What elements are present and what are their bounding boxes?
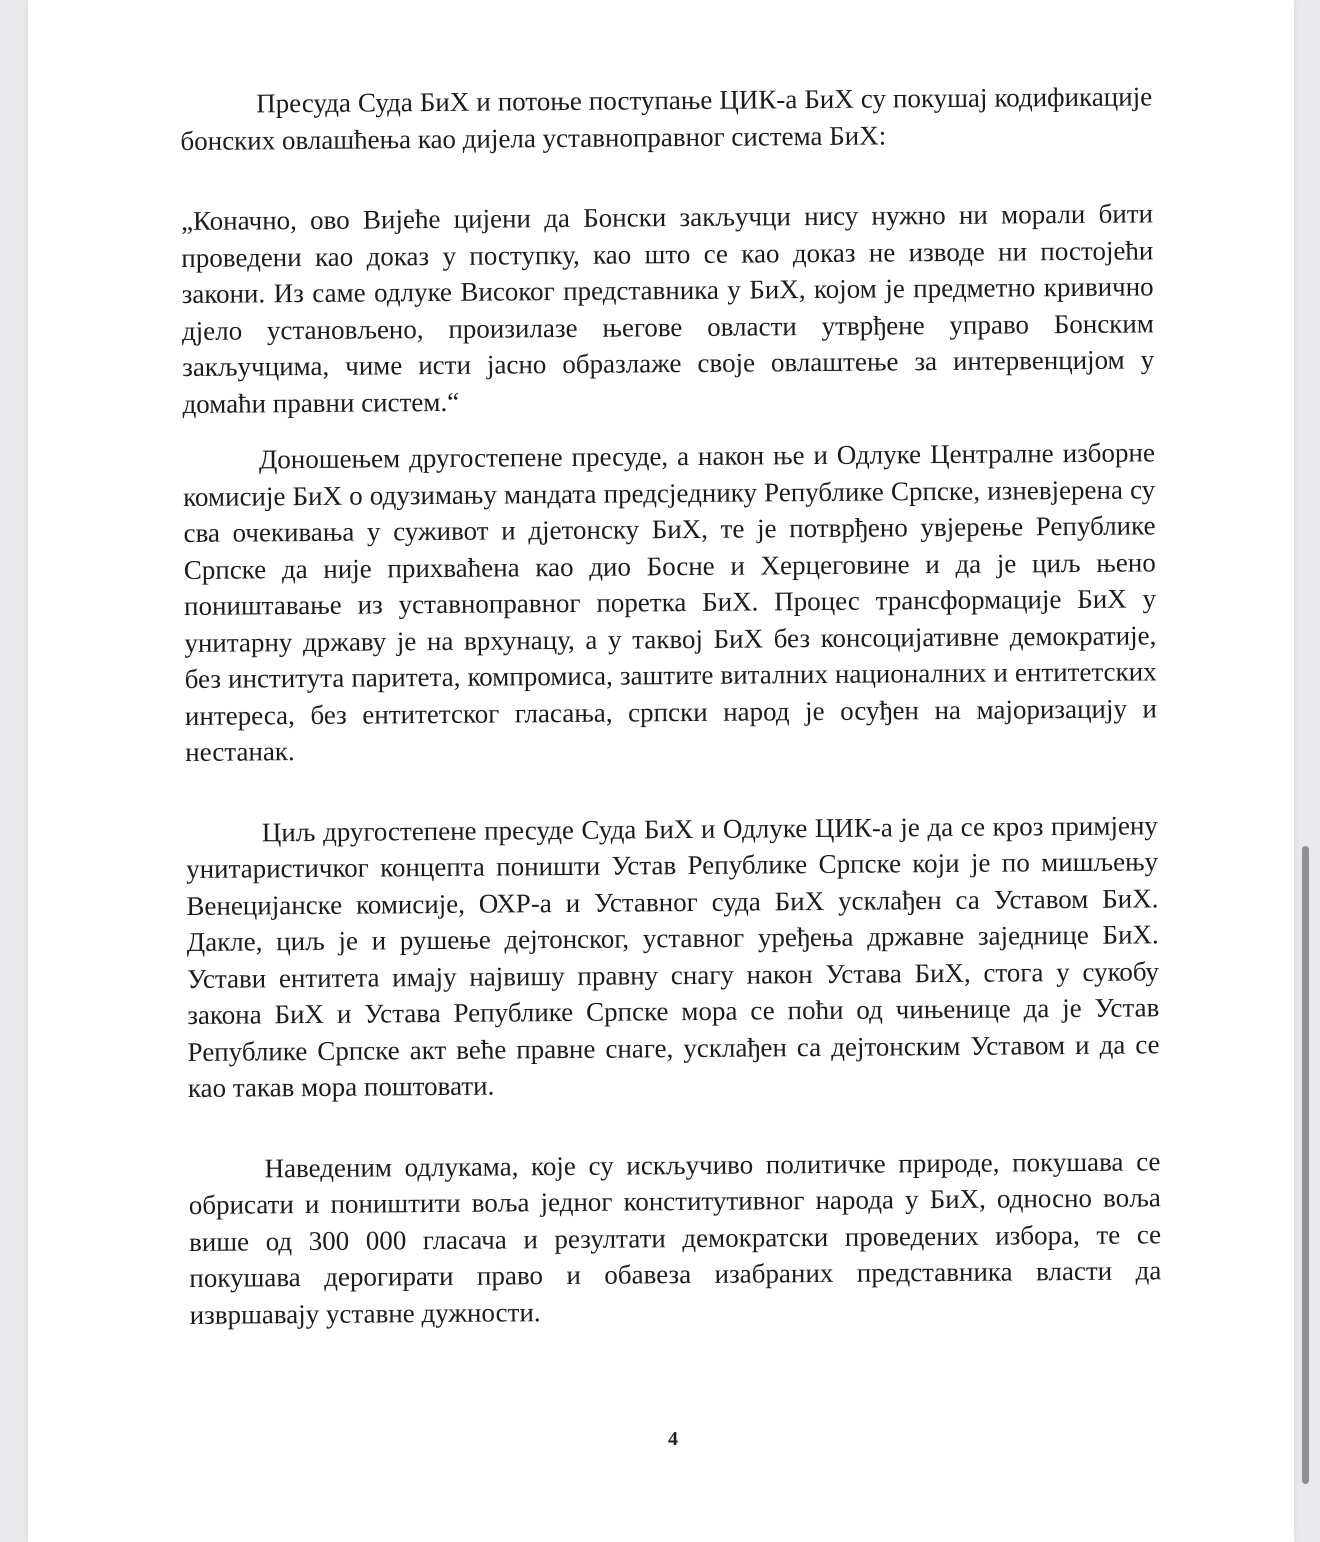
vertical-scrollbar[interactable] xyxy=(1300,0,1312,1542)
document-body xyxy=(180,78,1162,1333)
paragraph-intro: Пресуда Суда БиХ и потоње поступање ЦИК-а БиХ су покушај кодификације бонских овлашћења као дијела уставноправног система БиХ: xyxy=(180,81,1153,156)
paragraph-decisions: Наведеним одлукама, које су искључиво политичке природе, покушава се обрисати и поништити воља једног конститутивног народа у БиХ, односно воља више од 300 000 гласача и резултати демократски проведених избора, те се покушава дерогирати право и обавеза изабраних представника власти да извршавају уставне дужности. xyxy=(188,1145,1162,1330)
document-page xyxy=(28,0,1294,1542)
scrollbar-thumb[interactable] xyxy=(1302,846,1309,1484)
page-number: 4 xyxy=(668,1428,678,1450)
paragraph-quote: „Коначно, ово Вијеће цијени да Бонски закључци нису нужно ни морали бити проведени као доказ у поступку, као што се као доказ не изводе ни постојећи закони. Из саме одлуке Високог представника у БиХ, којом је предметно кривично дјело установљено, произилазе његове овласти утврђене управо Бонским закључцима, чиме исти јасно образлаже своје овлаштење за интервенцијом у домаћи правни систем.“ xyxy=(180,198,1155,419)
paragraph-verdict: Доношењем другостепене пресуде, а након ње и Одлуке Централне изборне комисије БиХ о одузимању мандата предсједнику Републике Српске, изневјерена су сва очекивања у суживот и дјетонску БиХ, те је потврђено увјерење Републике Српске да није прихваћена као дио Босне и Херцеговине и да је циљ њено поништавање из уставноправног поретка БиХ. Процес трансформације БиХ у унитарну државу је на врхунацу, а у таквој БиХ без консоцијативне демократије, без института паритета, компромиса, заштите виталних националних и ентитетских интереса, без ентитетског гласања, српски народ је осуђен на мајоризацију и нестанак. xyxy=(183,437,1158,767)
paragraph-goal: Циљ другостепене пресуде Суда БиХ и Одлуке ЦИК-а је да се кроз примјену унитаристичког концепта поништи Устав Републике Српске који је по мишљењу Венецијанске комисије, ОХР-а и Уставног суда БиХ усклађен са Уставом БиХ. Дакле, циљ је и рушење дејтонског, уставног уређења државне заједнице БиХ. Устави ентитета имају највишу правну снагу након Устава БиХ, стога у сукобу закона БиХ и Устава Републике Српске мора се поћи од чињенице да је Устав Републике Српске акт веће правне снаге, усклађен са дејтонским Уставом и да се као такав мора поштовати. xyxy=(186,809,1160,1103)
